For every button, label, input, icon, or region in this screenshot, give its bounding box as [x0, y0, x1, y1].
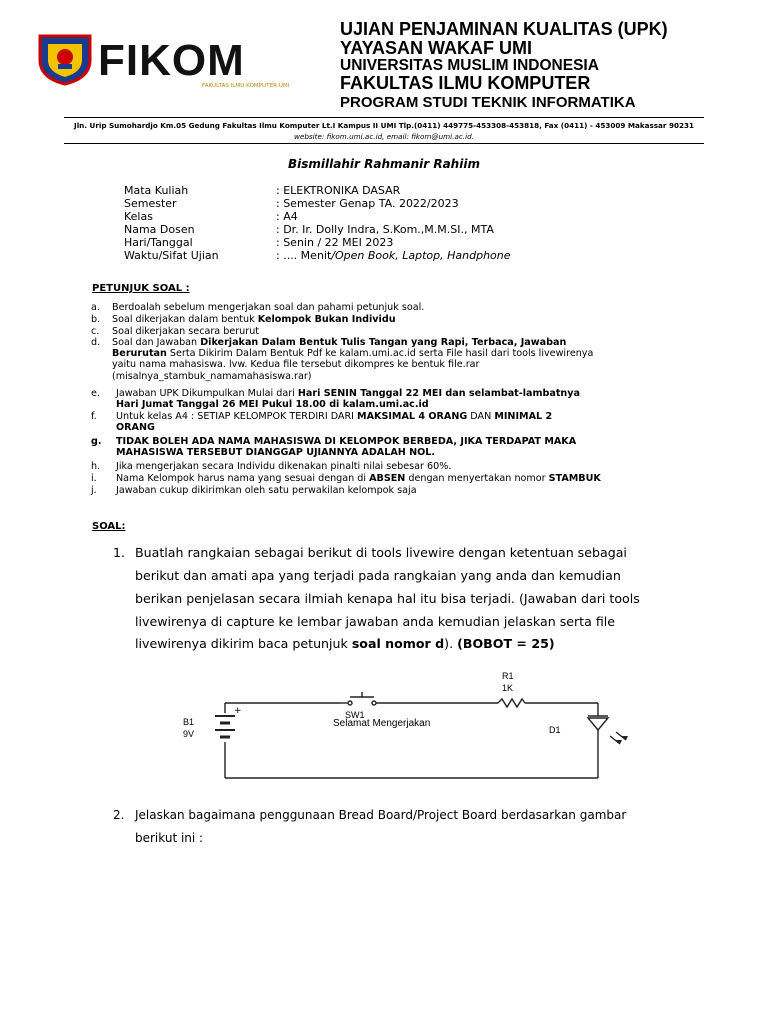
- battery-plus-label: +: [234, 706, 242, 716]
- instructions-title: PETUNJUK SOAL :: [92, 283, 190, 294]
- header-rule-bottom: [64, 143, 704, 144]
- question-1-line-1: Buatlah rangkaian sebagai berikut di tools livewire dengan ketentuan sebagai: [135, 545, 627, 560]
- question-1-number: 1.: [113, 545, 126, 560]
- led-name-label: D1: [549, 725, 561, 735]
- questions-title: SOAL:: [92, 521, 126, 532]
- fikom-logo-subtext: FAKULTAS ILMU KOMPUTER UMI: [202, 83, 290, 89]
- switch-name-label: SW1: [345, 710, 365, 720]
- header-address: Jln. Urip Sumohardjo Km.05 Gedung Fakultas Ilmu Komputer Lt.I Kampus II UMI Tlp.(0411) 449775-453308-453818, Fax (0411) - 453009 Makassar 90231: [74, 121, 694, 130]
- header-line-4: FAKULTAS ILMU KOMPUTER: [340, 73, 591, 93]
- question-2-line-2: berikut ini :: [135, 831, 204, 845]
- question-2-number: 2.: [113, 808, 125, 822]
- basmalah: Bismillahir Rahmanir Rahiim: [288, 157, 480, 171]
- question-1-line-5: livewirenya dikirim baca petunjuk soal nomor d). (BOBOT = 25): [135, 636, 555, 651]
- circuit-diagram: [180, 666, 650, 786]
- question-1-line-4: livewirenya di capture ke lembar jawaban anda kemudian jelaskan serta file: [135, 614, 616, 629]
- switch-caption-label: Selamat Mengerjakan: [333, 718, 431, 729]
- battery-name-label: B1: [183, 717, 195, 727]
- header-line-5: PROGRAM STUDI TEKNIK INFORMATIKA: [340, 94, 636, 111]
- header-rule: [64, 117, 704, 118]
- header-line-3: UNIVERSITAS MUSLIM INDONESIA: [340, 57, 599, 74]
- question-1-line-3: berikan penjelasan secara ilmiah kenapa hal itu bisa terjadi. (Jawaban dari tools: [135, 591, 640, 606]
- fikom-logo-text: FIKOM: [98, 36, 245, 85]
- fikom-logo: [98, 30, 304, 96]
- header-website: website: fikom.umi.ac.id, email: fikom@umi.ac.id.: [294, 132, 474, 141]
- question-1-line-2: berikut dan amati apa yang terjadi pada rangkaian yang anda dan kemudian: [135, 568, 621, 583]
- university-seal: [36, 30, 94, 86]
- battery-value-label: 9V: [183, 729, 195, 739]
- header-line-1: UJIAN PENJAMINAN KUALITAS (UPK): [340, 19, 668, 39]
- resistor-value-label: 1K: [502, 683, 514, 693]
- resistor-name-label: R1: [502, 671, 514, 681]
- question-2-line-1: Jelaskan bagaimana penggunaan Bread Board/Project Board berdasarkan gambar: [135, 808, 627, 822]
- header-line-2: YAYASAN WAKAF UMI: [340, 38, 533, 58]
